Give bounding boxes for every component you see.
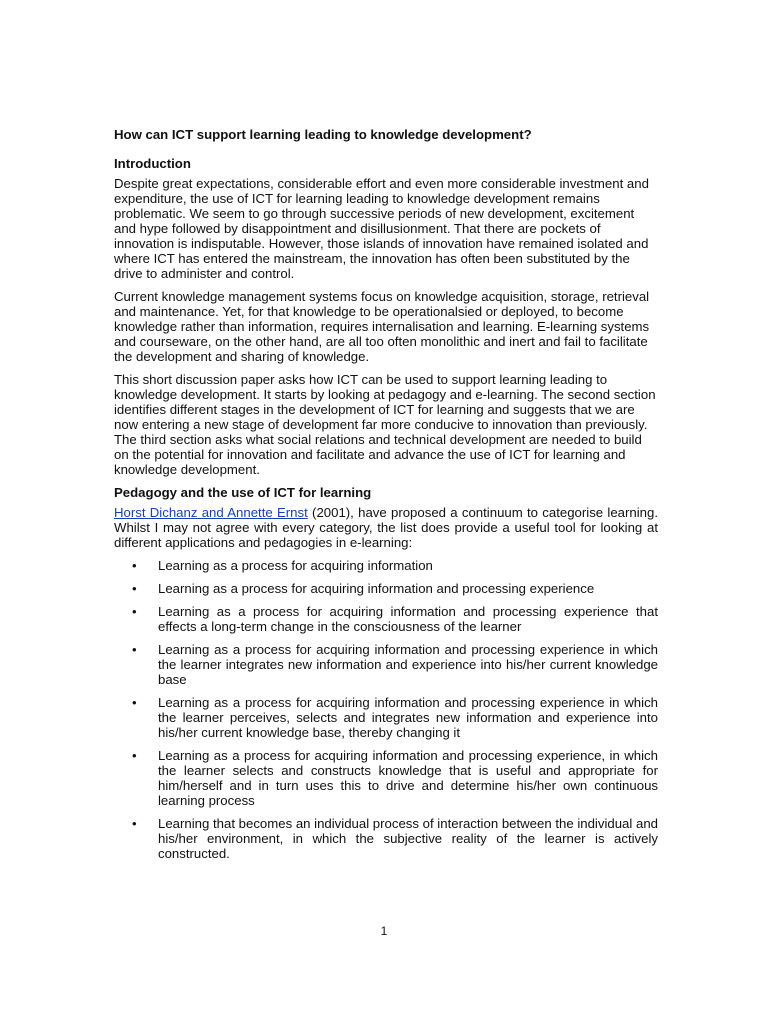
learning-continuum-list <box>114 558 658 861</box>
list-item <box>132 695 658 740</box>
list-item <box>132 642 658 687</box>
list-item <box>132 604 658 634</box>
list-item-text: Learning as a process for acquiring information and processing experience <box>158 581 595 596</box>
reference-link[interactable]: Horst Dichanz and Annette Ernst <box>114 505 308 520</box>
intro-paragraph-3: This short discussion paper asks how ICT can be used to support learning leading to knowledge development. It starts by looking at pedagogy and e-learning. The second section identifies different stages in the development of ICT for learning and suggests that we are now entering a new stage of development far more conducive to innovation than previously. The third section asks what social relations and technical development are needed to build on the potential for innovation and facilitate and advance the use of ICT for learning and knowledge development. <box>114 372 656 477</box>
bullet-icon: • <box>132 558 137 573</box>
pedagogy-heading: Pedagogy and the use of ICT for learning <box>114 485 372 500</box>
bullet-icon: • <box>132 695 137 710</box>
bullet-icon: • <box>132 642 137 657</box>
list-item-text: Learning as a process for acquiring information and processing experience that effects a long-term change in the consciousness of the learner <box>158 604 658 634</box>
bullet-icon: • <box>132 748 137 763</box>
list-item-text: Learning as a process for acquiring information and processing experience in which the learner integrates new information and experience into his/her current knowledge base <box>158 642 658 687</box>
pedagogy-intro-text: (2001), have proposed a continuum to categorise learning. Whilst I may not agree with every category, the list does provide a useful tool for looking at different applications and pedagogies in e-learning: <box>114 505 658 550</box>
list-item <box>132 748 658 808</box>
page-number: 1 <box>380 924 388 938</box>
intro-paragraph-1: Despite great expectations, considerable effort and even more considerable investment and expenditure, the use of ICT for learning leading to knowledge development remains problematic. We seem to go through successive periods of new development, excitement and hype followed by disappointment and disillusionment. That there are pockets of innovation is indisputable. However, those islands of innovation have remained isolated and where ICT has entered the mainstream, the innovation has often been substituted by the drive to administer and control. <box>114 176 649 281</box>
pedagogy-intro-paragraph <box>114 505 658 550</box>
bullet-icon: • <box>132 816 137 831</box>
list-item-text: Learning that becomes an individual process of interaction between the individual and his/her environment, in which the subjective reality of the learner is actively constructed. <box>158 816 658 861</box>
list-item <box>132 581 658 596</box>
list-item <box>132 816 658 861</box>
bullet-icon: • <box>132 604 137 619</box>
list-item-text: Learning as a process for acquiring information and processing experience in which the learner perceives, selects and integrates new information and experience into his/her current knowledge base, thereby changing it <box>158 695 658 740</box>
list-item-text: Learning as a process for acquiring information and processing experience, in which the learner selects and constructs knowledge that is useful and appropriate for him/herself and in turn uses this to drive and determine his/her own continuous learning process <box>158 748 658 808</box>
introduction-heading: Introduction <box>114 156 191 171</box>
intro-paragraph-2: Current knowledge management systems focus on knowledge acquisition, storage, retrieval and maintenance. Yet, for that knowledge to be operationalsied or deployed, to become knowledge rather than information, requires internalisation and learning. E-learning systems and courseware, on the other hand, are all too often monolithic and inert and fail to facilitate the development and sharing of knowledge. <box>114 289 650 364</box>
list-item-text: Learning as a process for acquiring information <box>158 558 433 573</box>
bullet-icon: • <box>132 581 137 596</box>
document-title: How can ICT support learning leading to knowledge development? <box>114 127 532 142</box>
list-item <box>132 558 658 573</box>
